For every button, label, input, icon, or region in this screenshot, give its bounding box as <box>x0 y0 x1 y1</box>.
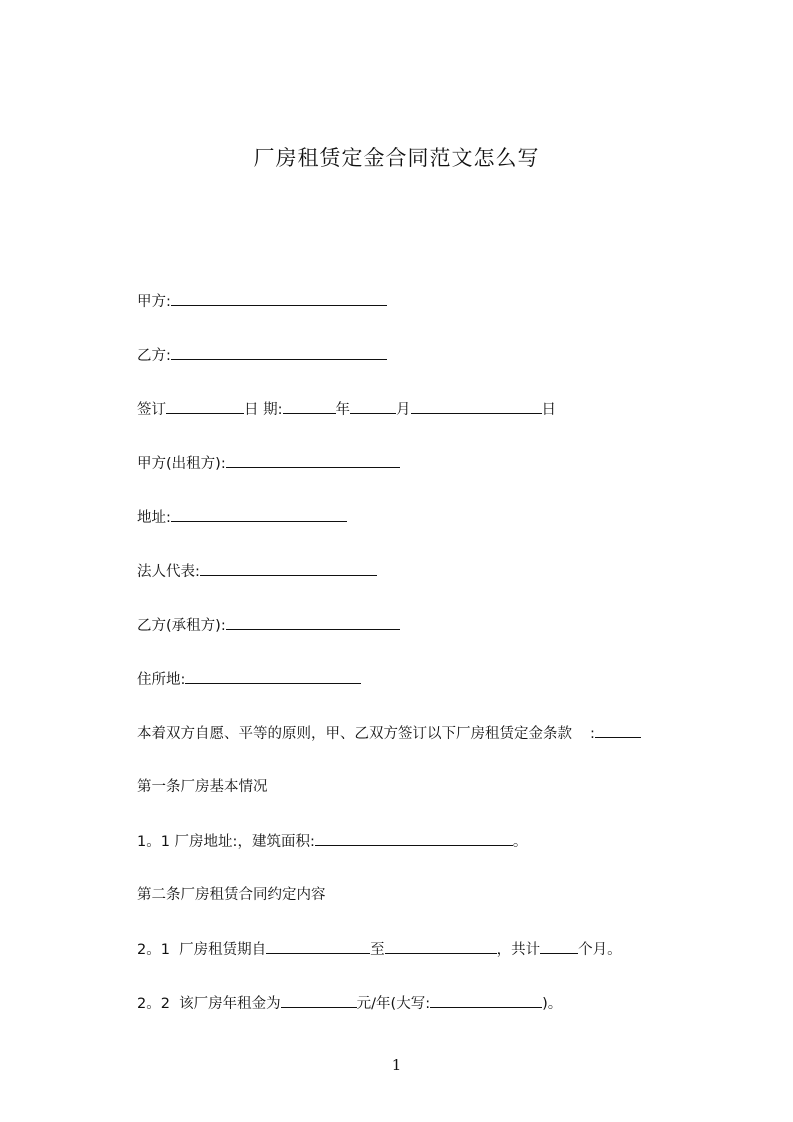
clause-2-1-text: 2。1 厂房租赁期自 <box>137 942 267 958</box>
article-1-heading: 第一条厂房基本情况 <box>137 779 268 795</box>
residence-blank[interactable] <box>185 669 361 684</box>
party-b-label: 乙方: <box>137 348 171 364</box>
clause-2-1 <box>137 939 622 960</box>
legal-rep-blank[interactable] <box>200 561 377 576</box>
intro-text: 本着双方自愿、平等的原则，甲、乙双方签订以下厂房租赁定金条款 <box>137 726 572 742</box>
party-a-label: 甲方: <box>137 294 171 310</box>
month-blank[interactable] <box>350 399 396 414</box>
residence-line <box>137 669 361 690</box>
lease-end-blank[interactable] <box>385 939 497 954</box>
intro-blank[interactable] <box>595 723 641 738</box>
address-line <box>137 507 347 528</box>
intro-colon: : <box>590 726 595 742</box>
lease-start-blank[interactable] <box>266 939 370 954</box>
lease-months-blank[interactable] <box>540 939 578 954</box>
year-label: 年 <box>335 402 350 418</box>
lessee-label: 乙方(承租方): <box>137 618 226 634</box>
lessee-line <box>137 615 400 636</box>
intro-paragraph <box>137 723 641 744</box>
clause-2-2-text: 2。2 该厂房年租金为 <box>137 996 281 1012</box>
day-label: 日 <box>541 402 556 418</box>
lessor-label: 甲方(出租方): <box>137 456 226 472</box>
year-blank[interactable] <box>283 399 336 414</box>
address-blank[interactable] <box>171 507 347 522</box>
clause-2-2-end: )。 <box>542 996 563 1012</box>
party-a-blank[interactable] <box>171 291 387 306</box>
article-2-heading: 第二条厂房租赁合同约定内容 <box>137 887 326 903</box>
sign-label: 签订 <box>137 402 166 418</box>
lessor-line <box>137 453 400 474</box>
address-label: 地址: <box>137 510 171 526</box>
month-label: 月 <box>396 402 411 418</box>
clause-2-1-total: ，共计 <box>496 942 541 958</box>
annual-rent-blank[interactable] <box>281 993 357 1008</box>
party-b-line <box>137 345 387 366</box>
sign-blank[interactable] <box>166 399 244 414</box>
sign-date-line <box>137 399 556 420</box>
date-label: 日 期: <box>244 402 283 418</box>
annual-rent-words-blank[interactable] <box>430 993 542 1008</box>
building-area-blank[interactable] <box>315 831 513 846</box>
clause-2-1-to: 至 <box>370 942 385 958</box>
clause-1-1 <box>137 831 527 852</box>
day-blank[interactable] <box>411 399 542 414</box>
legal-rep-label: 法人代表: <box>137 564 200 580</box>
page-number: 1 <box>391 1056 402 1074</box>
clause-1-1-end: 。 <box>512 834 528 850</box>
clause-1-1-text: 1。1 厂房地址:，建筑面积: <box>137 834 315 850</box>
lessee-blank[interactable] <box>226 615 400 630</box>
residence-label: 住所地: <box>137 672 186 688</box>
clause-2-1-end: 个月。 <box>578 942 622 958</box>
document-title: 厂房租赁定金合同范文怎么写 <box>253 146 540 170</box>
party-a-line <box>137 291 387 312</box>
legal-rep-line <box>137 561 377 582</box>
clause-2-2-mid: 元/年(大写: <box>356 996 431 1012</box>
clause-2-2 <box>137 993 562 1014</box>
party-b-blank[interactable] <box>171 345 387 360</box>
lessor-blank[interactable] <box>226 453 400 468</box>
